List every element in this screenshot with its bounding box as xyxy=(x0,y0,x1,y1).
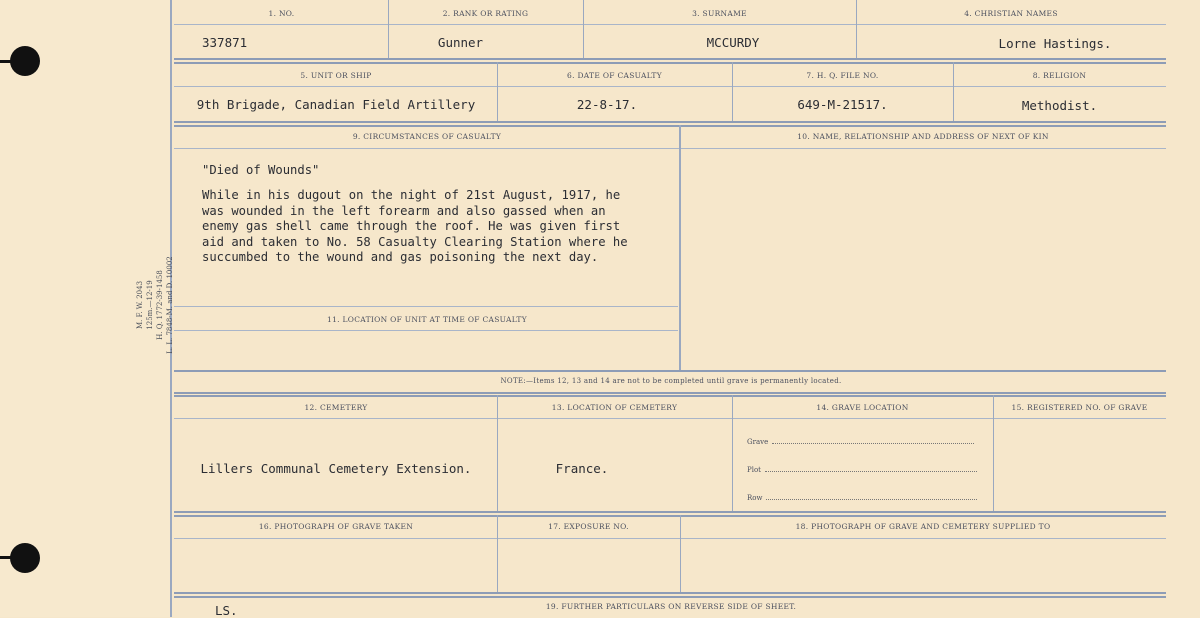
rule xyxy=(174,58,1166,60)
label-registered-no: 15. REGISTERED NO. OF GRAVE xyxy=(1011,403,1148,412)
left-margin xyxy=(0,0,172,617)
form-stamp xyxy=(135,245,175,365)
label-date: 6. DATE OF CASUALTY xyxy=(567,71,662,80)
divider xyxy=(993,395,994,511)
rule xyxy=(174,121,1166,123)
label-rank: 2. RANK OR RATING xyxy=(442,9,529,18)
row-dots xyxy=(766,499,977,500)
punch-hole-mark xyxy=(0,556,14,559)
rule xyxy=(174,418,1166,419)
date-of-casualty: 22-8-17. xyxy=(576,97,638,112)
cemetery-location: France. xyxy=(555,461,609,476)
plot-label: Plot xyxy=(747,466,761,474)
label-exposure-no: 17. EXPOSURE NO. xyxy=(548,522,629,531)
rule xyxy=(174,370,1166,372)
label-further-particulars: 19. FURTHER PARTICULARS ON REVERSE SIDE OF SHEET. xyxy=(545,602,797,611)
label-religion: 8. RELIGION xyxy=(1032,71,1087,80)
divider xyxy=(732,395,733,511)
row-field xyxy=(747,494,977,502)
label-grave-location: 14. GRAVE LOCATION xyxy=(816,403,909,412)
initials: LS. xyxy=(215,603,238,618)
rule xyxy=(174,62,1166,64)
label-file-no: 7. H. Q. FILE NO. xyxy=(806,71,879,80)
stamp-line: M. F. W. 2043 xyxy=(136,280,144,330)
label-photograph-supplied: 18. PHOTOGRAPH OF GRAVE AND CEMETERY SUPPLIED TO xyxy=(795,522,1051,531)
divider xyxy=(497,395,498,511)
circumstances-text: While in his dugout on the night of 21st August, 1917, he was wounded in the left forearm and also gassed when an enemy gas shell came through the roof. He was given first aid and taken to No. 58 Casualty Clearing Station where he succumbed to the wound and gas poisoning the next day. xyxy=(202,188,628,264)
label-photograph-taken: 16. PHOTOGRAPH OF GRAVE TAKEN xyxy=(258,522,414,531)
christian-names: Lorne Hastings. xyxy=(998,36,1112,51)
row-label: Row xyxy=(747,494,763,502)
cemetery: Lillers Communal Cemetery Extension. xyxy=(200,461,472,476)
grave-label: Grave xyxy=(747,438,769,446)
label-circumstances: 9. CIRCUMSTANCES OF CASUALTY xyxy=(352,132,502,141)
circumstances-heading: "Died of Wounds" xyxy=(202,163,320,177)
label-next-of-kin: 10. NAME, RELATIONSHIP AND ADDRESS OF NEXT OF KIN xyxy=(797,132,1049,141)
rule xyxy=(174,596,1166,598)
unit: 9th Brigade, Canadian Field Artillery xyxy=(196,97,476,112)
rule xyxy=(174,330,678,331)
service-number: 337871 xyxy=(202,35,248,50)
rule xyxy=(174,24,1166,25)
grave-dots xyxy=(772,443,974,444)
plot-dots xyxy=(765,471,977,472)
label-number: 1. NO. xyxy=(268,9,295,18)
surname: MCCURDY xyxy=(706,35,760,50)
grave-field xyxy=(747,438,974,446)
label-unit: 5. UNIT OR SHIP xyxy=(300,71,372,80)
rule xyxy=(174,511,1166,513)
label-surname: 3. SURNAME xyxy=(692,9,747,18)
rule xyxy=(174,306,678,307)
punch-hole-top xyxy=(10,46,40,76)
rule xyxy=(174,592,1166,594)
rule xyxy=(174,538,1166,539)
punch-hole-bottom xyxy=(10,543,40,573)
rule xyxy=(174,148,1166,149)
stamp-line: L. L. 7848-M. and D. 10002 xyxy=(166,256,174,354)
stamp-line: H. Q. 1772-39-1458 xyxy=(156,270,164,340)
rule xyxy=(174,392,1166,394)
note: NOTE:—Items 12, 13 and 14 are not to be completed until grave is permanently located. xyxy=(500,377,842,385)
rank: Gunner xyxy=(437,35,484,50)
rule xyxy=(174,395,1166,397)
label-christian-names: 4. CHRISTIAN NAMES xyxy=(964,9,1058,18)
rule xyxy=(174,86,1166,87)
religion: Methodist. xyxy=(1021,98,1098,113)
label-location-of-unit: 11. LOCATION OF UNIT AT TIME OF CASUALTY xyxy=(327,315,527,324)
plot-field xyxy=(747,466,977,474)
rule xyxy=(174,515,1166,517)
stamp-line: 125m.—12-19 xyxy=(146,280,154,330)
rule xyxy=(174,125,1166,127)
hq-file-no: 649-M-21517. xyxy=(797,97,888,112)
label-cemetery: 12. CEMETERY xyxy=(304,403,368,412)
label-cemetery-location: 13. LOCATION OF CEMETERY xyxy=(551,403,678,412)
divider xyxy=(679,125,681,370)
punch-hole-mark xyxy=(0,60,14,63)
